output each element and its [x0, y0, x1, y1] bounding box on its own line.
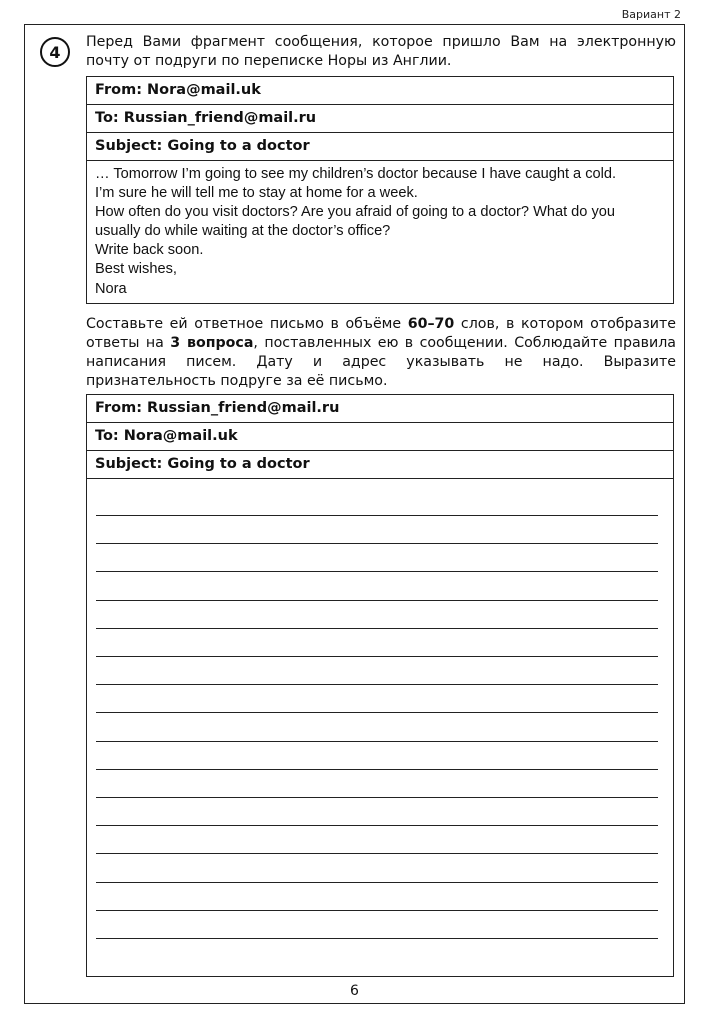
reply-to: To: Nora@mail.uk: [87, 423, 673, 451]
answer-line[interactable]: [96, 741, 658, 742]
variant-label: Вариант 2: [621, 8, 681, 21]
answer-line[interactable]: [96, 571, 658, 572]
intro-text: Перед Вами фрагмент сообщения, которое пришло Вам на электронную почту от подруги по переписке Норы из Англии.: [86, 34, 676, 69]
letter-line: … Tomorrow I’m going to see my children’s doctor because I have caught a cold.: [95, 166, 617, 182]
reply-letter: [86, 394, 674, 977]
answer-line[interactable]: [96, 628, 658, 629]
answer-line[interactable]: [96, 543, 658, 544]
task-text: , поставленных ею в сообщении. Соблюдайте правила написания писем. Дату и адрес указывать не надо. Выразите признательность подруге за её письмо.: [86, 335, 676, 389]
answer-line[interactable]: [96, 712, 658, 713]
answer-line[interactable]: [96, 938, 658, 939]
answer-line[interactable]: [96, 797, 658, 798]
incoming-from: From: Nora@mail.uk: [87, 77, 673, 105]
letter-line: Best wishes,: [95, 261, 177, 278]
incoming-body: [87, 161, 673, 299]
incoming-to: To: Russian_friend@mail.ru: [87, 105, 673, 133]
answer-line[interactable]: [96, 684, 658, 685]
task-number: 4: [49, 42, 61, 62]
question-count: 3 вопроса: [170, 335, 254, 351]
page-number: 6: [350, 983, 359, 999]
incoming-letter: [86, 76, 674, 304]
answer-line[interactable]: [96, 769, 658, 770]
answer-line[interactable]: [96, 515, 658, 516]
letter-line: I’m sure he will tell me to stay at home for a week.: [95, 185, 418, 202]
task-text: Составьте ей ответное письмо в объёме: [86, 316, 408, 332]
reply-subject: Subject: Going to a doctor: [87, 451, 673, 479]
letter-line: usually do while waiting at the doctor’s office?: [95, 223, 391, 240]
word-count: 60–70: [407, 316, 455, 332]
task-number-badge: [40, 37, 70, 67]
reply-from: From: Russian_friend@mail.ru: [87, 395, 673, 423]
task-instructions: [86, 315, 676, 391]
letter-line: Nora: [95, 280, 127, 297]
answer-line[interactable]: [96, 825, 658, 826]
answer-line[interactable]: [96, 910, 658, 911]
letter-line: Write back soon.: [95, 242, 204, 259]
answer-line[interactable]: [96, 600, 658, 601]
letter-line: How often do you visit doctors? Are you afraid of going to a doctor? What do you: [95, 204, 616, 221]
answer-line[interactable]: [96, 853, 658, 854]
task-text: слов, в котором отобразите ответы на: [86, 316, 676, 351]
answer-line[interactable]: [96, 882, 658, 883]
incoming-subject: Subject: Going to a doctor: [87, 133, 673, 161]
answer-line[interactable]: [96, 656, 658, 657]
